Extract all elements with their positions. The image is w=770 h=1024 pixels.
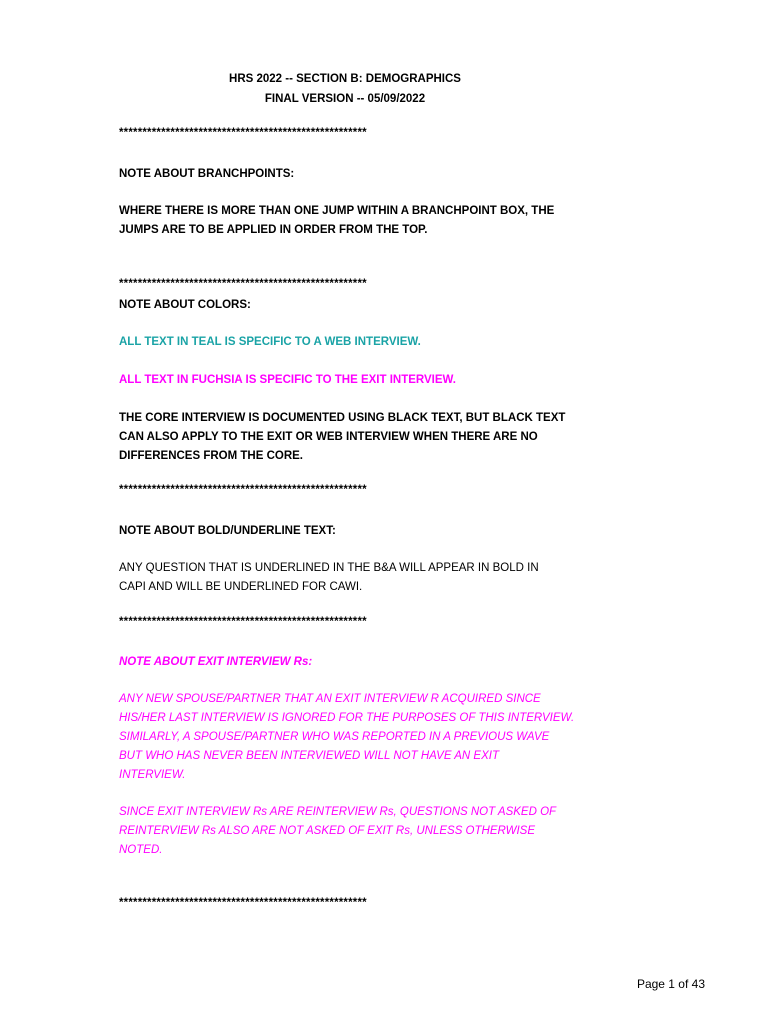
document-title: HRS 2022 -- SECTION B: DEMOGRAPHICS: [229, 73, 461, 85]
exit-para2-line: SINCE EXIT INTERVIEW Rs ARE REINTERVIEW Rs, QUESTIONS NOT ASKED OF: [119, 806, 557, 818]
branchpoints-heading: NOTE ABOUT BRANCHPOINTS:: [119, 168, 295, 180]
fuchsia-note: ALL TEXT IN FUCHSIA IS SPECIFIC TO THE EXIT INTERVIEW.: [119, 374, 456, 386]
separator-1: *****************************************************: [119, 127, 367, 139]
exit-para1-line: BUT WHO HAS NEVER BEEN INTERVIEWED WILL NOT HAVE AN EXIT: [119, 750, 499, 762]
exit-interview-heading: NOTE ABOUT EXIT INTERVIEW Rs:: [119, 656, 313, 668]
core-note-line: CAN ALSO APPLY TO THE EXIT OR WEB INTERVIEW WHEN THERE ARE NO: [119, 431, 538, 443]
branchpoints-text-line: JUMPS ARE TO BE APPLIED IN ORDER FROM THE TOP.: [119, 224, 428, 236]
bold-underline-heading: NOTE ABOUT BOLD/UNDERLINE TEXT:: [119, 525, 336, 537]
exit-para2-line: NOTED.: [119, 844, 163, 856]
page-number: Page 1 of 43: [636, 977, 705, 991]
separator-4: *****************************************************: [119, 616, 367, 628]
bold-underline-text-line: CAPI AND WILL BE UNDERLINED FOR CAWI.: [119, 581, 363, 593]
exit-para1-line: HIS/HER LAST INTERVIEW IS IGNORED FOR THE PURPOSES OF THIS INTERVIEW.: [119, 712, 575, 724]
exit-para1-line: SIMILARLY, A SPOUSE/PARTNER WHO WAS REPORTED IN A PREVIOUS WAVE: [119, 731, 550, 743]
teal-note: ALL TEXT IN TEAL IS SPECIFIC TO A WEB INTERVIEW.: [119, 336, 421, 348]
exit-para2-line: REINTERVIEW Rs ALSO ARE NOT ASKED OF EXIT Rs, UNLESS OTHERWISE: [119, 825, 535, 837]
separator-5: *****************************************************: [119, 897, 367, 909]
exit-para1-line: INTERVIEW.: [119, 769, 186, 781]
core-note-line: THE CORE INTERVIEW IS DOCUMENTED USING BLACK TEXT, BUT BLACK TEXT: [119, 412, 566, 424]
bold-underline-text-line: ANY QUESTION THAT IS UNDERLINED IN THE B&A WILL APPEAR IN BOLD IN: [119, 562, 539, 574]
document-version: FINAL VERSION -- 05/09/2022: [264, 93, 426, 105]
separator-3: *****************************************************: [119, 484, 367, 496]
colors-heading: NOTE ABOUT COLORS:: [119, 299, 251, 311]
branchpoints-text-line: WHERE THERE IS MORE THAN ONE JUMP WITHIN A BRANCHPOINT BOX, THE: [119, 205, 555, 217]
separator-2: *****************************************************: [119, 278, 367, 290]
exit-para1-line: ANY NEW SPOUSE/PARTNER THAT AN EXIT INTERVIEW R ACQUIRED SINCE: [119, 693, 541, 705]
core-note-line: DIFFERENCES FROM THE CORE.: [119, 450, 304, 462]
